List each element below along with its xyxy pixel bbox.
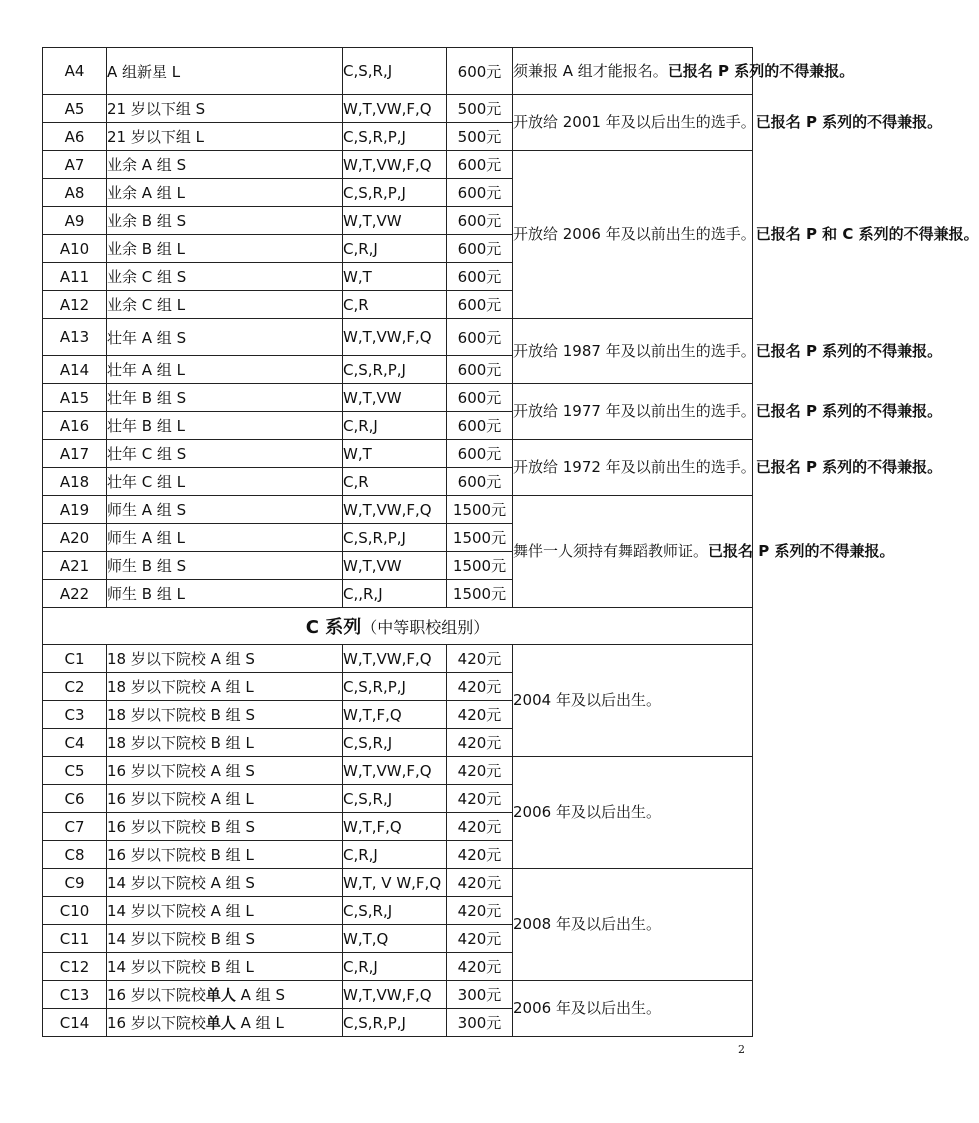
table-row (43, 645, 753, 673)
event-name-part: A 组 S (235, 986, 285, 1004)
entry-fee: 600元 (447, 356, 513, 384)
dance-list: C,S,R,P,J (343, 356, 447, 384)
event-name (107, 813, 343, 841)
table-row (43, 981, 753, 1009)
event-name: 师生 A 组 S (107, 496, 343, 524)
event-name (107, 841, 343, 869)
dance-list: W,T,VW,F,Q (343, 151, 447, 179)
entry-fee: 420元 (447, 729, 513, 757)
note-restriction: 已报名 P 系列的不得兼报。 (708, 542, 895, 560)
event-code: A10 (43, 235, 107, 263)
dance-list: C,S,R,J (343, 729, 447, 757)
dance-list: W,T (343, 440, 447, 468)
table-row (43, 869, 753, 897)
event-name: 业余 B 组 L (107, 235, 343, 263)
event-code: A11 (43, 263, 107, 291)
eligibility-note (513, 981, 753, 1037)
event-name (107, 673, 343, 701)
event-name (107, 897, 343, 925)
eligibility-note (513, 440, 943, 496)
entry-fee: 600元 (447, 179, 513, 207)
dance-list: W,T,VW (343, 207, 447, 235)
event-code: A5 (43, 95, 107, 123)
event-name (107, 645, 343, 673)
event-name: 业余 C 组 S (107, 263, 343, 291)
dance-list: W,T,VW,F,Q (343, 496, 447, 524)
entry-fee: 600元 (447, 291, 513, 319)
dance-list: C,S,R,J (343, 48, 447, 95)
event-name-emphasis: 单人 (205, 986, 236, 1004)
page-number: 2 (738, 1043, 745, 1056)
event-code: C10 (43, 897, 107, 925)
table-row (43, 440, 753, 468)
event-code: C12 (43, 953, 107, 981)
eligibility-note (513, 319, 943, 384)
event-code: A7 (43, 151, 107, 179)
dance-list: W,T,VW,F,Q (343, 95, 447, 123)
eligibility-note (513, 384, 943, 440)
event-name: A 组新星 L (107, 48, 343, 95)
entry-fee: 600元 (447, 235, 513, 263)
event-code: A18 (43, 468, 107, 496)
event-name-part: 16 岁以下院校 B 组 L (107, 846, 254, 864)
event-code: C1 (43, 645, 107, 673)
section-title-sub: （中等职校组别） (361, 618, 490, 637)
event-name-part: 18 岁以下院校 A 组 S (107, 650, 255, 668)
dance-list: W,T,VW (343, 384, 447, 412)
entry-fee: 420元 (447, 925, 513, 953)
note-text: 2006 年及以后出生。 (513, 803, 661, 821)
event-code: C2 (43, 673, 107, 701)
entry-fee: 420元 (447, 785, 513, 813)
event-code: C14 (43, 1009, 107, 1037)
note-text: 开放给 2006 年及以前出生的选手。 (513, 225, 756, 243)
event-name (107, 785, 343, 813)
dance-list: C,R,J (343, 841, 447, 869)
event-code: A19 (43, 496, 107, 524)
entry-fee: 600元 (447, 384, 513, 412)
event-name: 师生 A 组 L (107, 524, 343, 552)
event-name: 业余 C 组 L (107, 291, 343, 319)
section-title-main: C 系列 (305, 617, 362, 638)
dance-list: C,R,J (343, 953, 447, 981)
dance-list: W,T,VW,F,Q (343, 757, 447, 785)
dance-list: W,T (343, 263, 447, 291)
note-text: 开放给 2001 年及以后出生的选手。 (513, 113, 756, 131)
event-name: 师生 B 组 S (107, 552, 343, 580)
dance-list: C,S,R,P,J (343, 179, 447, 207)
event-name-part: 16 岁以下院校 (107, 986, 206, 1004)
eligibility-note (513, 757, 753, 869)
note-restriction: 已报名 P 系列的不得兼报。 (755, 458, 943, 476)
event-name-part: 16 岁以下院校 A 组 L (107, 790, 254, 808)
event-code: A12 (43, 291, 107, 319)
event-code: A17 (43, 440, 107, 468)
event-name: 壮年 A 组 L (107, 356, 343, 384)
event-name: 壮年 A 组 S (107, 319, 343, 356)
event-name-part: 18 岁以下院校 A 组 L (107, 678, 254, 696)
eligibility-note (513, 645, 753, 757)
note-text: 2008 年及以后出生。 (513, 915, 661, 933)
event-code: C9 (43, 869, 107, 897)
event-code: A6 (43, 123, 107, 151)
dance-list: C,S,R,J (343, 785, 447, 813)
entry-fee: 1500元 (447, 580, 513, 608)
event-code: C3 (43, 701, 107, 729)
event-name-part: 16 岁以下院校 A 组 S (107, 762, 255, 780)
event-name (107, 953, 343, 981)
note-restriction: 已报名 P 系列的不得兼报。 (755, 341, 943, 360)
dance-list: W,T,VW,F,Q (343, 645, 447, 673)
event-name: 业余 A 组 L (107, 179, 343, 207)
event-name: 21 岁以下组 S (107, 95, 343, 123)
entry-fee: 300元 (447, 1009, 513, 1037)
dance-list: C,R,J (343, 412, 447, 440)
dance-list: C,S,R,P,J (343, 123, 447, 151)
event-name-part: 18 岁以下院校 B 组 S (107, 706, 255, 724)
event-code: C8 (43, 841, 107, 869)
event-name (107, 925, 343, 953)
event-code: C4 (43, 729, 107, 757)
entry-fee: 600元 (447, 440, 513, 468)
event-code: C6 (43, 785, 107, 813)
entry-fee: 1500元 (447, 552, 513, 580)
entry-fee: 500元 (447, 95, 513, 123)
table-row (43, 384, 753, 412)
dance-list: C,S,R,P,J (343, 1009, 447, 1037)
event-code: C13 (43, 981, 107, 1009)
note-restriction: 已报名 P 系列的不得兼报。 (755, 402, 943, 420)
entry-fee: 600元 (447, 412, 513, 440)
note-restriction: 已报名 P 系列的不得兼报。 (755, 113, 943, 131)
eligibility-note (513, 496, 895, 608)
table-row (43, 151, 753, 179)
event-name (107, 757, 343, 785)
event-name: 壮年 B 组 L (107, 412, 343, 440)
note-text: 开放给 1977 年及以前出生的选手。 (513, 402, 756, 420)
event-name-part: 14 岁以下院校 A 组 S (107, 874, 255, 892)
dance-list: C,S,R,P,J (343, 524, 447, 552)
event-code: A9 (43, 207, 107, 235)
entry-fee: 600元 (447, 468, 513, 496)
entry-fee: 420元 (447, 841, 513, 869)
note-restriction: 已报名 P 和 C 系列的不得兼报。 (755, 225, 979, 243)
entry-fee: 1500元 (447, 524, 513, 552)
entry-fee: 420元 (447, 645, 513, 673)
event-code: A21 (43, 552, 107, 580)
table-row (43, 319, 753, 356)
event-name (107, 869, 343, 897)
eligibility-note (513, 95, 943, 151)
event-name: 21 岁以下组 L (107, 123, 343, 151)
entry-fee: 420元 (447, 757, 513, 785)
event-name-part: 16 岁以下院校 B 组 S (107, 818, 255, 836)
dance-list: C,,R,J (343, 580, 447, 608)
event-name (107, 1009, 343, 1037)
note-text: 须兼报 A 组才能报名。 (513, 61, 668, 80)
entry-fee: 1500元 (447, 496, 513, 524)
table-row (43, 496, 753, 524)
entry-fee: 420元 (447, 953, 513, 981)
entry-fee: 420元 (447, 701, 513, 729)
event-name-part: 14 岁以下院校 B 组 S (107, 930, 255, 948)
entry-fee: 600元 (447, 207, 513, 235)
event-name (107, 729, 343, 757)
table-row (43, 757, 753, 785)
dance-list: W,T,Q (343, 925, 447, 953)
event-code: A20 (43, 524, 107, 552)
dance-list: C,S,R,P,J (343, 673, 447, 701)
note-text: 开放给 1972 年及以前出生的选手。 (513, 458, 756, 476)
entry-fee: 500元 (447, 123, 513, 151)
event-name (107, 701, 343, 729)
event-code: A8 (43, 179, 107, 207)
table-row (43, 95, 753, 123)
dance-list: W,T,F,Q (343, 701, 447, 729)
entry-fee: 420元 (447, 897, 513, 925)
note-text: 2004 年及以后出生。 (513, 691, 661, 709)
event-name-part: 18 岁以下院校 B 组 L (107, 734, 254, 752)
event-name: 师生 B 组 L (107, 580, 343, 608)
table-row (43, 48, 753, 95)
note-restriction: 已报名 P 系列的不得兼报。 (667, 61, 855, 80)
event-name: 壮年 C 组 S (107, 440, 343, 468)
note-text: 舞伴一人须持有舞蹈教师证。 (513, 542, 709, 560)
note-text: 2006 年及以后出生。 (513, 999, 661, 1017)
entry-fee: 600元 (447, 151, 513, 179)
entry-fee: 420元 (447, 869, 513, 897)
event-code: C11 (43, 925, 107, 953)
eligibility-note (513, 151, 979, 319)
event-code: A16 (43, 412, 107, 440)
entry-fee: 420元 (447, 673, 513, 701)
dance-list: C,S,R,J (343, 897, 447, 925)
event-code: A13 (43, 319, 107, 356)
event-code: C7 (43, 813, 107, 841)
event-code: A22 (43, 580, 107, 608)
event-name-part: 14 岁以下院校 B 组 L (107, 958, 254, 976)
entry-fee: 600元 (447, 263, 513, 291)
entry-fee: 600元 (447, 48, 513, 95)
entry-fee: 600元 (447, 319, 513, 356)
event-name (107, 981, 343, 1009)
eligibility-note (513, 869, 753, 981)
event-code: A14 (43, 356, 107, 384)
event-name: 业余 A 组 S (107, 151, 343, 179)
event-name-part: 16 岁以下院校 (107, 1014, 206, 1032)
event-name: 业余 B 组 S (107, 207, 343, 235)
event-code: A4 (43, 48, 107, 95)
dance-list: C,R (343, 291, 447, 319)
section-header-row (43, 608, 753, 645)
dance-list: W,T,F,Q (343, 813, 447, 841)
event-code: C5 (43, 757, 107, 785)
event-name-emphasis: 单人 (205, 1014, 236, 1032)
entry-fee: 420元 (447, 813, 513, 841)
note-text: 开放给 1987 年及以前出生的选手。 (513, 341, 756, 360)
event-code: A15 (43, 384, 107, 412)
section-title (43, 608, 753, 645)
event-name-part: A 组 L (235, 1014, 284, 1032)
dance-list: C,R,J (343, 235, 447, 263)
event-name: 壮年 C 组 L (107, 468, 343, 496)
eligibility-note (513, 48, 855, 95)
entry-fee: 300元 (447, 981, 513, 1009)
dance-list: W,T,VW,F,Q (343, 981, 447, 1009)
event-name-part: 14 岁以下院校 A 组 L (107, 902, 254, 920)
dance-list: W,T, V W,F,Q (343, 869, 447, 897)
dance-list: W,T,VW (343, 552, 447, 580)
registration-table (42, 47, 979, 1037)
dance-list: C,R (343, 468, 447, 496)
dance-list: W,T,VW,F,Q (343, 319, 447, 356)
event-name: 壮年 B 组 S (107, 384, 343, 412)
